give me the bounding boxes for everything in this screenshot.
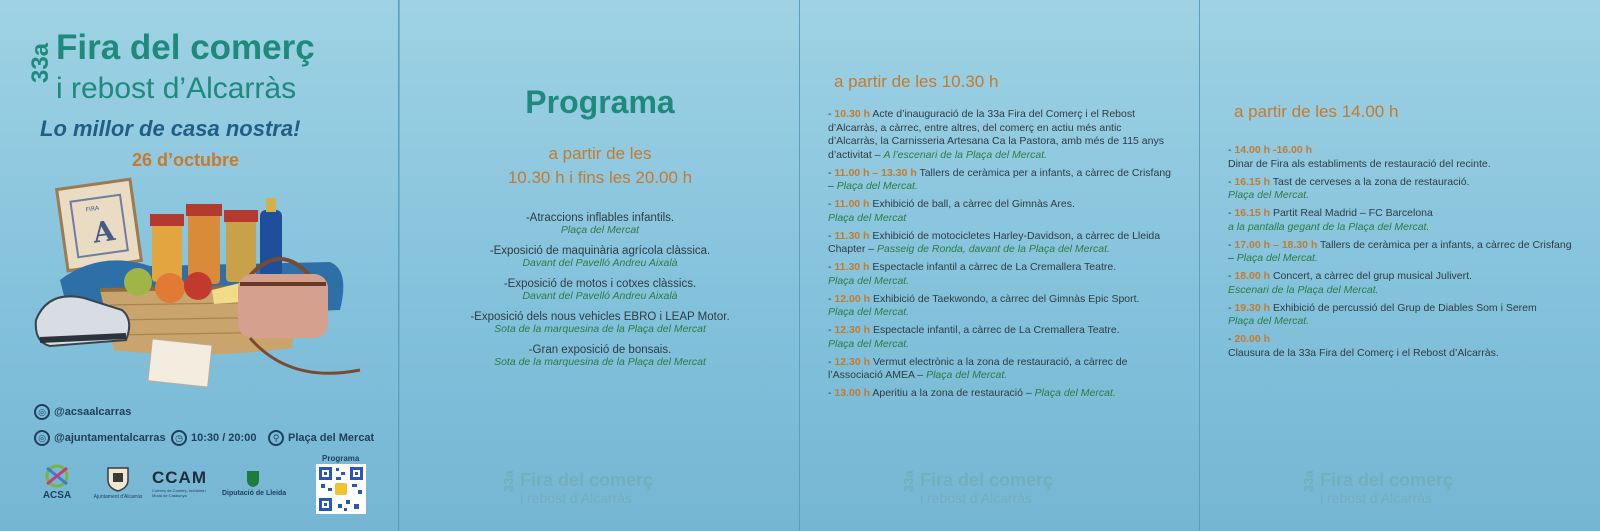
event-time: 16.15 h bbox=[1234, 175, 1271, 188]
footer-fair-logo bbox=[501, 470, 686, 510]
schedule-event: - 12.00 h Exhibició de Taekwondo, a càrrec del Gimnàs Epic Sport. Plaça del Mercat. bbox=[828, 292, 1140, 318]
activity-text: -Gran exposició de bonsais. bbox=[528, 344, 672, 356]
instagram-acsa bbox=[34, 404, 131, 420]
footer-fair-logo bbox=[901, 470, 1086, 510]
event-location: A l’escenari de la Plaça del Mercat. bbox=[883, 148, 1048, 161]
schedule-event: - 16.15 h Partit Real Madrid – FC Barcelona a la pantalla gegant de la Plaça del Mercat. bbox=[1228, 207, 1433, 233]
footer-edition: 33a bbox=[1301, 470, 1316, 492]
event-time: 14.00 h -16.00 h bbox=[1234, 144, 1313, 156]
activity-item bbox=[420, 311, 780, 335]
svg-text:A: A bbox=[90, 214, 117, 250]
event-description: Aperitiu a la zona de restauració – bbox=[872, 387, 1032, 399]
activity-text: -Atraccions inflables infantils. bbox=[525, 212, 675, 224]
event-time: 18.00 h bbox=[1234, 270, 1271, 282]
footer-title-line2: i rebost d’Alcarràs bbox=[520, 490, 633, 506]
location-pin-icon: ⚲ bbox=[268, 430, 284, 446]
ccam-logo: CCAM Comerç de Comerç, Indústria i Moda de Catalunya bbox=[152, 468, 207, 498]
activity-location: Sota de la marquesina de la Plaça del Mercat bbox=[494, 356, 706, 368]
qr-label: Programa bbox=[322, 454, 360, 463]
fair-date: 26 d’octubre bbox=[132, 150, 240, 170]
activity-item bbox=[420, 278, 780, 302]
event-location: Plaça del Mercat. bbox=[1228, 189, 1310, 201]
schedule-event: - 13.00 h Aperitiu a la zona de restauració – Plaça del Mercat. bbox=[828, 387, 1116, 399]
afternoon-heading: a partir de les 14.00 h bbox=[1234, 102, 1399, 121]
edition-number: 33a bbox=[27, 42, 54, 84]
schedule-event: - 10.30 h Acte d’inauguració de la 33a Fira del Comerç i el Rebost d’Alcarràs, a càrrec, entre altres, del comerç en actiu més antic d’Alcarràs, la Carnisseria Artesana Ca la Pastora, amb més de 115 anys d’activitat – A l’escenari de la Plaça del Mercat. bbox=[828, 108, 1164, 161]
activity-location: Sota de la marquesina de la Plaça del Mercat bbox=[494, 323, 706, 335]
footer-title-line2: i rebost d’Alcarràs bbox=[920, 490, 1033, 506]
footer-fair-logo bbox=[1301, 470, 1486, 510]
diputacio-lleida-logo: Diputació de Lleida bbox=[222, 470, 284, 497]
activity-location: Davant del Pavelló Andreu Aixalà bbox=[522, 257, 678, 269]
footer-title-line1: Fira del comerç bbox=[520, 470, 654, 490]
schedule-event: - 11.00 h – 13.30 h Tallers de ceràmica per a infants, a càrrec de Crisfang – Plaça del Mercat. bbox=[828, 166, 1171, 192]
event-time: 11.00 h bbox=[834, 198, 870, 210]
afternoon-schedule-panel bbox=[1200, 0, 1600, 531]
event-location-text: Plaça del Mercat bbox=[288, 432, 375, 444]
products-basket-illustration bbox=[30, 170, 370, 395]
event-location: Plaça del Mercat bbox=[828, 211, 907, 224]
event-description: Acte d’inauguració de la 33a Fira del Comerç i el Rebost d’Alcarràs, a càrrec, entre altres, del comerç en actiu més antic d’Alcarràs, la Carnisseria Artesana Ca la Pastora, amb més de 115 anys d’activitat – bbox=[828, 108, 1164, 161]
event-description: Partit Real Madrid – FC Barcelona bbox=[1272, 207, 1433, 219]
activity-item bbox=[420, 212, 780, 236]
activity-item bbox=[420, 245, 780, 269]
program-heading: Programa bbox=[525, 84, 675, 120]
footer-title-line2: i rebost d’Alcarràs bbox=[1320, 490, 1433, 506]
event-location bbox=[268, 430, 374, 446]
town-shield-icon bbox=[106, 466, 130, 492]
event-time: 12.00 h bbox=[834, 292, 871, 305]
acsa-logo: ACSA bbox=[38, 464, 76, 501]
event-description: Exhibició de Taekwondo, a càrrec del Gimnàs Epic Sport. bbox=[872, 292, 1140, 305]
instagram-ajuntament-handle: @ajuntamentalcarras bbox=[54, 432, 166, 444]
opening-hours-text: 10:30 / 20:00 bbox=[191, 432, 257, 444]
opening-hours bbox=[171, 430, 256, 446]
schedule-event: - 19.30 h Exhibició de percussió del Grup de Diables Som i Serem Plaça del Mercat. bbox=[1228, 301, 1537, 327]
event-description: Tast de cerveses a la zona de restauració. bbox=[1272, 175, 1470, 188]
event-time: 12.30 h bbox=[834, 324, 871, 336]
event-location: a la pantalla gegant de la Plaça del Mercat. bbox=[1228, 220, 1430, 233]
event-location: Plaça del Mercat. bbox=[926, 369, 1008, 381]
program-subtitle-line1: a partir de les bbox=[548, 144, 652, 163]
ajuntament-logo: Ajuntament d'Alcarràs bbox=[90, 466, 146, 500]
activity-location: Plaça del Mercat bbox=[560, 224, 640, 236]
schedule-event: - 14.00 h -16.00 h Dinar de Fira als establiments de restauració del recinte. bbox=[1228, 144, 1491, 170]
morning-events bbox=[828, 108, 1172, 405]
event-location: Plaça del Mercat. bbox=[1228, 315, 1310, 327]
event-description: Vermut electrònic a la zona de restauració, a càrrec de l’Associació AMEA – bbox=[828, 355, 1128, 381]
acsa-symbol-icon bbox=[40, 464, 74, 488]
event-time: 16.15 h bbox=[1234, 207, 1271, 219]
footer-title-line1: Fira del comerç bbox=[1320, 470, 1454, 490]
clock-icon: ◷ bbox=[171, 430, 187, 446]
event-description: Espectacle infantil, a càrrec de La Cremallera Teatre. bbox=[872, 324, 1120, 336]
schedule-event: - 11.00 h Exhibició de ball, a càrrec del Gimnàs Ares. Plaça del Mercat bbox=[828, 198, 1075, 224]
event-description: Concert, a càrrec del grup musical Julivert. bbox=[1272, 270, 1472, 282]
program-panel bbox=[400, 0, 800, 531]
event-description: Tallers de ceràmica per a infants, a càrrec de Crisfang – bbox=[1228, 238, 1572, 264]
event-time: 11.30 h bbox=[834, 229, 870, 242]
footer-title-line1: Fira del comerç bbox=[920, 470, 1054, 490]
event-time: 13.00 h bbox=[834, 387, 871, 399]
event-location: Passeig de Ronda, davant de la Plaça del Mercat. bbox=[877, 243, 1110, 255]
instagram-ajuntament bbox=[34, 430, 166, 446]
afternoon-events bbox=[1228, 144, 1574, 365]
schedule-event: - 16.15 h Tast de cerveses a la zona de restauració. Plaça del Mercat. bbox=[1228, 175, 1470, 201]
event-time: 12.30 h bbox=[834, 355, 871, 368]
fair-slogan: Lo millor de casa nostra! bbox=[40, 116, 301, 141]
morning-heading: a partir de les 10.30 h bbox=[834, 72, 999, 91]
schedule-event: - 12.30 h Espectacle infantil, a càrrec de La Cremallera Teatre. Plaça del Mercat. bbox=[828, 324, 1120, 350]
event-time: 19.30 h bbox=[1234, 301, 1271, 314]
fair-title-line1: Fira del comerç bbox=[56, 28, 315, 67]
cover-panel bbox=[0, 0, 399, 531]
event-location: Plaça del Mercat. bbox=[836, 180, 918, 192]
footer-edition: 33a bbox=[501, 470, 516, 492]
instagram-icon: ◎ bbox=[34, 430, 50, 446]
schedule-event: - 17.00 h – 18.30 h Tallers de ceràmica per a infants, a càrrec de Crisfang – Plaça del Mercat. bbox=[1228, 238, 1572, 264]
instagram-acsa-handle: @acsaalcarras bbox=[54, 406, 132, 418]
activity-item bbox=[420, 344, 780, 368]
event-description: Tallers de ceràmica per a infants, a càrrec de Crisfang – bbox=[828, 166, 1171, 192]
event-time: 10.30 h bbox=[834, 108, 871, 120]
event-description: Dinar de Fira als establiments de restauració del recinte. bbox=[1228, 157, 1491, 170]
event-time: 20.00 h bbox=[1234, 333, 1271, 345]
event-description: Exhibició de percussió del Grup de Diables Som i Serem bbox=[1272, 301, 1537, 314]
activity-text: -Exposició de maquinària agrícola clàssica. bbox=[489, 245, 711, 257]
event-location: Escenari de la Plaça del Mercat. bbox=[1228, 283, 1379, 296]
event-description: Espectacle infantil a càrrec de La Cremallera Teatre. bbox=[872, 261, 1117, 273]
schedule-event: - 11.30 h Exhibició de motocicletes Harley-Davidson, a càrrec de Lleida Chapter – Passeig de Ronda, davant de la Plaça del Mercat. bbox=[828, 229, 1161, 255]
schedule-event: - 11.30 h Espectacle infantil a càrrec de La Cremallera Teatre. Plaça del Mercat. bbox=[828, 261, 1117, 287]
all-day-activities bbox=[420, 212, 780, 377]
program-subtitle-line2: 10.30 h i fins les 20.00 h bbox=[507, 168, 693, 187]
event-time: 11.00 h – 13.30 h bbox=[834, 166, 917, 179]
activity-location: Davant del Pavelló Andreu Aixalà bbox=[522, 290, 678, 302]
event-location: Plaça del Mercat. bbox=[1034, 387, 1116, 399]
sign-badge-text: FIRA bbox=[85, 204, 100, 214]
event-location: Plaça del Mercat. bbox=[828, 337, 910, 350]
event-location: Plaça del Mercat. bbox=[828, 306, 910, 318]
schedule-event: - 20.00 h Clausura de la 33a Fira del Comerç i el Rebost d’Alcarràs. bbox=[1228, 333, 1499, 359]
instagram-icon: ◎ bbox=[34, 404, 50, 420]
footer-edition: 33a bbox=[901, 470, 916, 492]
activity-text: -Exposició dels nous vehicles EBRO i LEAP Motor. bbox=[470, 311, 730, 323]
activity-text: -Exposició de motos i cotxes clàssics. bbox=[503, 278, 697, 290]
event-location: Plaça del Mercat. bbox=[1236, 252, 1318, 264]
event-description: Clausura de la 33a Fira del Comerç i el Rebost d’Alcarràs. bbox=[1228, 346, 1499, 359]
event-time: 11.30 h bbox=[834, 261, 870, 273]
schedule-event: - 12.30 h Vermut electrònic a la zona de restauració, a càrrec de l’Associació AMEA – Plaça del Mercat. bbox=[828, 355, 1128, 381]
event-time: 17.00 h – 18.30 h bbox=[1234, 238, 1318, 251]
event-description: Exhibició de ball, a càrrec del Gimnàs Ares. bbox=[872, 198, 1075, 210]
program-qr-code[interactable] bbox=[316, 464, 366, 514]
diputacio-shield-icon bbox=[245, 470, 261, 488]
schedule-event: - 18.00 h Concert, a càrrec del grup musical Julivert. Escenari de la Plaça del Mercat. bbox=[1228, 270, 1472, 296]
morning-schedule-panel bbox=[800, 0, 1200, 531]
event-description: Exhibició de motocicletes Harley-Davidson, a càrrec de Lleida Chapter – bbox=[828, 229, 1161, 255]
event-location: Plaça del Mercat. bbox=[828, 274, 910, 287]
fair-title-line2: i rebost d’Alcarràs bbox=[56, 72, 297, 105]
